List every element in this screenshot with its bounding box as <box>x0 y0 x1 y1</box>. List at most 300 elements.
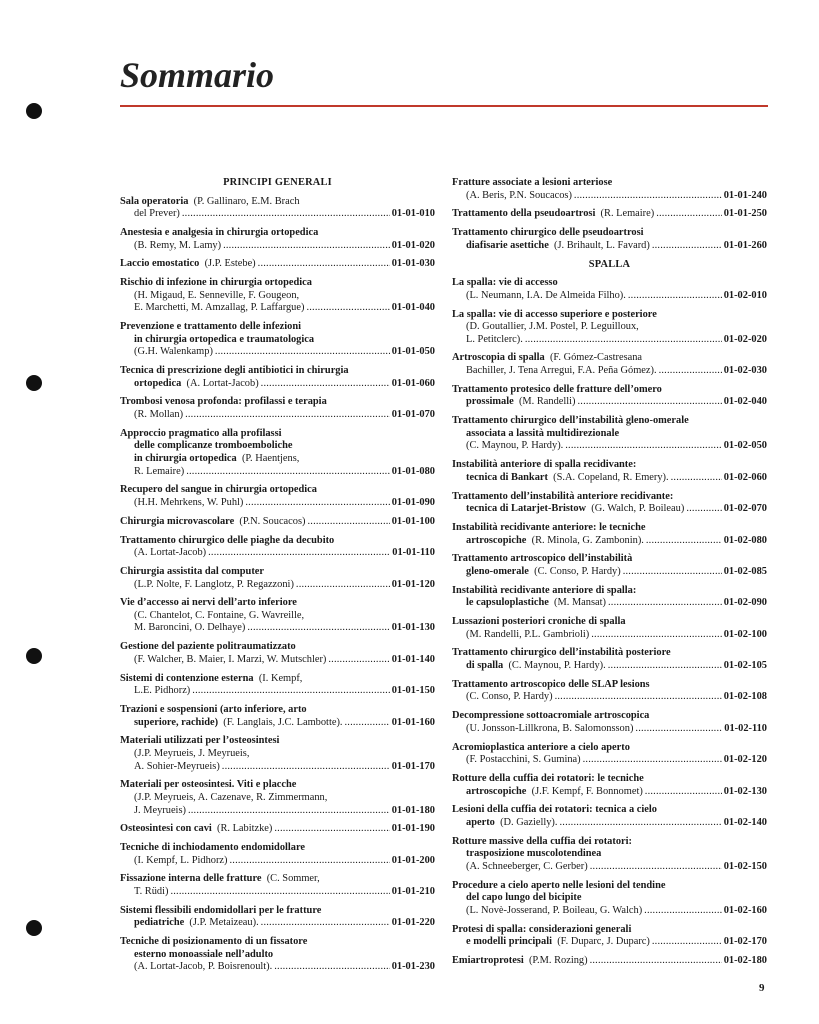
entry-text <box>466 848 601 861</box>
entry-code: 01-01-100 <box>391 515 435 527</box>
entry-authors: (S.A. Copeland, R. Emery). <box>553 471 669 483</box>
toc-entry[interactable] <box>120 905 435 930</box>
entry-text <box>466 566 621 579</box>
entry-title: Sala operatoria <box>120 195 189 207</box>
entry-title: del capo lungo del bicipite <box>466 892 582 904</box>
entry-code: 01-02-085 <box>723 565 767 577</box>
toc-entry-line <box>452 472 767 485</box>
toc-entry-line <box>452 955 767 968</box>
entry-title: Chirurgia microvascolare <box>120 515 235 527</box>
toc-entry[interactable] <box>452 309 767 347</box>
entry-text <box>466 535 644 548</box>
binder-hole <box>26 920 42 936</box>
entry-text <box>452 491 673 504</box>
entry-title: Trattamento protesico delle fratture dell’omero <box>452 383 662 395</box>
entry-text <box>452 836 632 849</box>
toc-entry-line <box>452 691 767 704</box>
entry-text <box>120 735 279 748</box>
page-title: Sommario <box>120 55 275 95</box>
entry-code: 01-01-210 <box>391 886 435 898</box>
toc-entry-line <box>452 616 767 629</box>
entry-text <box>134 622 245 635</box>
toc-entry[interactable] <box>452 773 767 798</box>
entry-text <box>466 936 650 949</box>
toc-entry[interactable] <box>120 535 435 560</box>
entry-text <box>134 208 180 221</box>
toc-entry[interactable] <box>452 616 767 641</box>
dot-leader <box>261 378 390 391</box>
toc-entry-line <box>120 321 435 334</box>
toc-entry[interactable] <box>120 277 435 315</box>
entry-code: 01-02-060 <box>723 471 767 483</box>
entry-authors: (H.H. Mehrkens, W. Puhl) <box>134 496 244 508</box>
entry-text <box>452 309 657 322</box>
entry-text <box>466 660 606 673</box>
toc-entry-line <box>452 440 767 453</box>
toc-entry-line <box>120 227 435 240</box>
toc-entry[interactable] <box>452 277 767 302</box>
toc-entry[interactable] <box>452 459 767 484</box>
entry-title: La spalla: vie di accesso <box>452 277 558 289</box>
entry-authors: (L.P. Nolte, F. Langlotz, P. Regazzoni) <box>134 578 294 590</box>
toc-entry[interactable] <box>120 321 435 359</box>
toc-entry-line <box>452 535 767 548</box>
entry-title: Trattamento chirurgico dell’instabilità posteriore <box>452 647 671 659</box>
toc-entry[interactable] <box>452 955 767 968</box>
toc-entry-line <box>452 585 767 598</box>
toc-entry-line <box>452 936 767 949</box>
toc-entry-line <box>452 491 767 504</box>
toc-entry-line <box>120 842 435 855</box>
entry-title: Trattamento artroscopico dell’instabilità <box>452 553 633 565</box>
toc-entry-line <box>452 415 767 428</box>
entry-text <box>466 321 639 334</box>
entry-code: 01-02-180 <box>723 955 767 966</box>
entry-authors: (F. Postacchini, S. Gumina) <box>466 754 581 766</box>
toc-entry[interactable] <box>120 779 435 817</box>
entry-title: La spalla: vie di accesso superiore e posteriore <box>452 308 657 320</box>
entry-text <box>134 917 259 930</box>
entry-authors: (M. Mansat) <box>554 597 606 609</box>
entry-text <box>120 428 282 441</box>
entry-text <box>466 440 563 453</box>
entry-text <box>134 409 183 422</box>
toc-entry-line <box>452 773 767 786</box>
entry-text <box>120 227 318 240</box>
entry-authors: (G. Walch, P. Boileau) <box>591 503 685 515</box>
entry-title: Fratture associate a lesioni arteriose <box>452 177 613 188</box>
entry-code: 01-01-020 <box>391 239 435 251</box>
entry-code: 01-01-260 <box>723 239 767 251</box>
toc-entry-line <box>452 804 767 817</box>
dot-leader <box>215 346 390 359</box>
dot-leader <box>590 861 722 874</box>
dot-leader <box>583 754 722 767</box>
toc-entry[interactable] <box>120 673 435 698</box>
entry-title: Tecnica di prescrizione degli antibiotici in chirurgia <box>120 365 349 377</box>
toc-entry-line <box>120 365 435 378</box>
entry-code: 01-02-170 <box>723 936 767 948</box>
entry-authors: (C. Sommer, <box>266 873 320 885</box>
entry-authors: (A. Lortat-Jacob, P. Boisrenoult). <box>134 961 273 973</box>
entry-authors: J. Meyrueis) <box>134 804 186 816</box>
toc-entry[interactable] <box>452 679 767 704</box>
entry-code: 01-01-150 <box>391 685 435 697</box>
entry-authors: L.E. Pidhorz) <box>134 685 191 697</box>
entry-code: 01-02-090 <box>723 597 767 609</box>
entry-code: 01-01-200 <box>391 854 435 866</box>
entry-text <box>120 873 320 886</box>
entry-title: Trattamento dell’instabilità anteriore recidivante: <box>452 490 674 502</box>
entry-text <box>452 616 626 629</box>
entry-title: Materiali utilizzati per l’osteosintesi <box>120 735 280 747</box>
entry-text <box>134 497 243 510</box>
entry-code: 01-02-020 <box>723 333 767 345</box>
entry-title: Gestione del paziente politraumatizzato <box>120 641 296 653</box>
toc-column-right <box>452 177 767 974</box>
entry-code: 01-02-080 <box>723 534 767 546</box>
entry-text <box>134 240 221 253</box>
toc-entry-line <box>120 566 435 579</box>
toc-entry-line <box>120 917 435 930</box>
entry-code: 01-01-070 <box>391 409 435 421</box>
entry-authors: (R. Lemaire) <box>600 208 655 220</box>
toc-entry[interactable] <box>452 415 767 453</box>
entry-title: Anestesia e analgesia in chirurgia ortopedica <box>120 226 319 238</box>
entry-title: in chirurgia ortopedica <box>134 453 237 464</box>
toc-entry-line <box>452 384 767 397</box>
entry-text <box>452 352 642 365</box>
entry-text <box>466 334 523 347</box>
toc-entry-line <box>452 848 767 861</box>
toc-entries <box>452 277 767 967</box>
entry-authors: (B. Remy, M. Lamy) <box>134 239 222 251</box>
toc-entry[interactable] <box>120 641 435 666</box>
entry-authors: (A. Lortat-Jacob) <box>134 547 207 559</box>
dot-leader <box>261 917 390 930</box>
entry-text <box>452 710 649 723</box>
entry-text <box>452 415 689 428</box>
toc-entry[interactable] <box>120 704 435 729</box>
dot-leader <box>652 240 722 253</box>
entry-code: 01-01-180 <box>391 804 435 816</box>
entry-text <box>466 754 581 767</box>
entry-text <box>120 779 296 792</box>
toc-entry[interactable] <box>452 924 767 949</box>
entry-text <box>466 396 576 409</box>
dot-leader <box>223 240 390 253</box>
toc-entry[interactable] <box>452 352 767 377</box>
dot-leader <box>574 190 722 203</box>
toc-entry[interactable] <box>452 208 767 221</box>
toc-entry-line <box>452 309 767 322</box>
toc-entry[interactable] <box>120 365 435 390</box>
entry-title: delle complicanze tromboemboliche <box>134 440 293 452</box>
toc-entry[interactable] <box>452 384 767 409</box>
toc-entry-line <box>452 428 767 441</box>
entry-title: Rotture massive della cuffia dei rotatori: <box>452 835 632 847</box>
toc-entry-line <box>452 647 767 660</box>
toc-entry-line <box>120 597 435 610</box>
toc-entry-line <box>120 208 435 221</box>
entry-title: trasposizione muscolotendinea <box>466 848 602 860</box>
dot-leader <box>565 440 721 453</box>
toc-entry-line <box>452 679 767 692</box>
entry-code: 01-02-030 <box>723 365 767 377</box>
entry-text <box>120 535 334 548</box>
toc-entry-line <box>452 553 767 566</box>
toc-entry-line <box>120 748 435 761</box>
toc-entry[interactable] <box>120 597 435 635</box>
toc-entry-line <box>452 352 767 365</box>
entry-text <box>134 961 272 974</box>
entry-text <box>120 321 301 334</box>
entry-authors: (F. Walcher, B. Maier, I. Marzi, W. Mutschler) <box>134 653 327 665</box>
toc-entry[interactable] <box>452 553 767 578</box>
entry-text <box>452 553 632 566</box>
entry-text <box>134 717 343 730</box>
entry-authors: R. Lemaire) <box>134 465 185 477</box>
entry-title: Trattamento chirurgico delle pseudoartrosi <box>452 227 644 239</box>
toc-entry[interactable] <box>452 836 767 874</box>
entry-title: Rotture della cuffia dei rotatori: le tecniche <box>452 772 644 784</box>
entry-text <box>452 208 654 221</box>
entry-title: artroscopiche <box>466 534 527 546</box>
dot-leader <box>559 817 721 830</box>
entry-authors: (R. Minola, G. Zambonin). <box>531 534 644 546</box>
toc-entry-line <box>120 290 435 303</box>
entry-authors: A. Sohier-Meyrueis) <box>134 760 220 772</box>
entry-text <box>120 641 296 654</box>
entry-title: Sistemi di contenzione esterna <box>120 672 254 684</box>
toc-entry-line <box>452 880 767 893</box>
dot-leader <box>608 660 722 673</box>
entry-text <box>452 522 646 535</box>
entry-text <box>452 742 630 755</box>
toc-entry-line <box>452 365 767 378</box>
entry-title: Recupero del sangue in chirurgia ortopedica <box>120 484 317 496</box>
toc-entry-line <box>120 196 435 209</box>
entry-title: Decompressione sottoacromiale artroscopica <box>452 710 650 722</box>
entry-code: 01-02-108 <box>723 691 767 703</box>
entry-code: 01-01-130 <box>391 622 435 634</box>
toc-entry-line <box>120 685 435 698</box>
toc-entry-line <box>120 466 435 479</box>
entry-title: associata a lassità multidirezionale <box>466 427 620 439</box>
toc-entry-line <box>120 453 435 466</box>
toc-entry[interactable] <box>452 177 767 202</box>
toc-entry[interactable] <box>120 227 435 252</box>
toc-entry[interactable] <box>120 428 435 478</box>
entry-text <box>134 579 294 592</box>
entry-text <box>466 786 643 799</box>
entry-text <box>466 428 619 441</box>
toc-entry[interactable] <box>452 491 767 516</box>
dot-leader <box>170 886 389 899</box>
toc-entry-line <box>452 723 767 736</box>
toc-entry[interactable] <box>452 227 767 252</box>
toc-entry-line <box>452 503 767 516</box>
toc-entry[interactable] <box>452 710 767 735</box>
dot-leader <box>623 566 722 579</box>
dot-leader <box>671 472 722 485</box>
toc-entry-line <box>452 836 767 849</box>
entry-authors: (J.P. Estebe) <box>204 258 256 270</box>
entry-text <box>134 685 190 698</box>
entry-text <box>120 365 349 378</box>
toc-entry[interactable] <box>120 936 435 974</box>
entry-title: Rischio di infezione in chirurgia ortopedica <box>120 277 312 289</box>
entry-authors: (C. Conso, P. Hardy) <box>534 565 621 577</box>
entry-text <box>466 892 581 905</box>
entry-authors: (R. Mollan) <box>134 409 184 421</box>
entry-text <box>120 823 272 836</box>
toc-entry[interactable] <box>120 396 435 421</box>
toc-entry[interactable] <box>452 522 767 547</box>
entry-text <box>452 955 588 968</box>
entry-title: di spalla <box>466 660 504 672</box>
entry-text <box>466 290 626 303</box>
entry-text <box>452 773 644 786</box>
entry-text <box>452 647 671 660</box>
toc-entry-line <box>120 497 435 510</box>
entry-authors: (R. Labitzke) <box>216 823 273 835</box>
dot-leader <box>555 691 722 704</box>
entry-text <box>134 761 220 774</box>
entry-text <box>120 936 307 949</box>
toc-entry[interactable] <box>452 647 767 672</box>
entry-code: 01-02-010 <box>723 289 767 301</box>
entry-text <box>452 679 650 692</box>
dot-leader <box>345 717 390 730</box>
toc-entry-line <box>452 396 767 409</box>
entry-text <box>466 240 650 253</box>
toc-entry[interactable] <box>120 842 435 867</box>
toc-entry[interactable] <box>120 516 435 529</box>
toc-entry-line <box>120 961 435 974</box>
entry-text <box>134 378 259 391</box>
entry-title: Trattamento della pseudoartrosi <box>452 208 596 220</box>
section-heading: PRINCIPI GENERALI <box>223 177 332 188</box>
toc-entry[interactable] <box>120 566 435 591</box>
toc-entry-line <box>120 258 435 271</box>
entry-authors: (C. Conso, P. Hardy) <box>466 691 553 703</box>
entry-code: 01-01-140 <box>391 653 435 665</box>
toc-entry[interactable] <box>452 880 767 918</box>
toc-entry-line <box>452 190 767 203</box>
entry-text <box>134 610 304 623</box>
entry-title: e modelli principali <box>466 936 553 948</box>
entry-title: Approccio pragmatico alla profilassi <box>120 427 282 439</box>
entry-text <box>452 227 644 240</box>
toc-entry-line <box>452 566 767 579</box>
entry-authors: (P. Gallinaro, E.M. Brach <box>193 195 300 207</box>
toc-entry-line <box>120 873 435 886</box>
entry-authors: (C. Maynou, P. Hardy). <box>466 440 564 452</box>
entry-code: 01-01-040 <box>391 302 435 314</box>
entry-code: 01-01-170 <box>391 760 435 772</box>
toc-entry[interactable] <box>452 742 767 767</box>
entry-code: 01-01-120 <box>391 578 435 590</box>
entry-title: le capsuloplastiche <box>466 597 549 609</box>
entry-title: Osteosintesi con cavi <box>120 823 212 835</box>
toc-entry-line <box>120 622 435 635</box>
entry-title: tecnica di Bankart <box>466 471 548 483</box>
toc-entry-line <box>120 277 435 290</box>
entry-text <box>466 691 553 704</box>
toc-entry-line <box>452 334 767 347</box>
toc-entry-line <box>452 754 767 767</box>
entry-authors: (U. Jonsson-Lillkrona, B. Salomonsson) <box>466 722 634 734</box>
toc-entry[interactable] <box>120 196 435 221</box>
dot-leader <box>652 936 722 949</box>
entry-authors: (L. Neumann, I.A. De Almeida Filho). <box>466 289 626 301</box>
entry-title: Vie d’accesso ai nervi dell’arto inferiore <box>120 597 297 609</box>
entry-text <box>452 384 662 397</box>
toc-entry[interactable] <box>120 484 435 509</box>
entry-code: 01-01-240 <box>723 189 767 201</box>
dot-leader <box>258 258 390 271</box>
entry-code: 01-02-110 <box>724 722 767 734</box>
toc-entry[interactable] <box>452 585 767 610</box>
toc-entry[interactable] <box>120 735 435 773</box>
toc-entry[interactable] <box>120 873 435 898</box>
entry-title: Protesi di spalla: considerazioni generali <box>452 923 632 935</box>
entry-title: in chirurgia ortopedica e traumatologica <box>134 333 315 345</box>
entry-authors: (I. Kempf, L. Pidhorz) <box>134 854 228 866</box>
entry-title: Acromioplastica anteriore a cielo aperto <box>452 741 630 753</box>
entry-authors: (I. Kempf, <box>258 672 303 684</box>
dot-leader <box>659 365 722 378</box>
entry-text <box>134 334 314 347</box>
entry-code: 01-02-040 <box>723 396 767 408</box>
page-number: 9 <box>759 982 765 994</box>
entry-title: Prevenzione e trattamento delle infezioni <box>120 321 302 333</box>
entry-authors: (C. Chantelot, C. Fontaine, G. Wavreille, <box>134 609 305 621</box>
entry-authors: (J.P. Meyrueis, A. Cazenave, R. Zimmermann, <box>134 791 328 803</box>
entry-text <box>134 748 249 761</box>
toc-entry-line <box>452 597 767 610</box>
toc-entry-line <box>452 817 767 830</box>
toc-entry[interactable] <box>120 258 435 271</box>
toc-entry[interactable] <box>452 804 767 829</box>
entry-text <box>134 855 228 868</box>
entry-title: Sistemi flessibili endomidollari per le fratture <box>120 904 322 916</box>
entry-title: Tecniche di inchiodamento endomidollare <box>120 842 306 854</box>
dot-leader <box>306 302 389 315</box>
entry-code: 01-01-220 <box>391 917 435 929</box>
toc-entry-line <box>120 535 435 548</box>
entry-authors: (J.P. Meyrueis, J. Meyrueis, <box>134 747 250 759</box>
entry-code: 01-01-050 <box>391 346 435 358</box>
toc-entry-line <box>120 855 435 868</box>
toc-entry-line <box>452 710 767 723</box>
toc-entry[interactable] <box>120 823 435 836</box>
dot-leader <box>186 466 390 479</box>
dot-leader <box>635 723 722 736</box>
entry-title: Trombosi venosa profonda: profilassi e terapia <box>120 396 327 408</box>
toc-entry-line <box>120 516 435 529</box>
entry-authors: (A. Lortat-Jacob) <box>186 377 259 389</box>
entry-text <box>466 190 572 203</box>
entry-title: Procedure a cielo aperto nelle lesioni del tendine <box>452 879 666 891</box>
entry-text <box>120 277 312 290</box>
entry-authors: (J.F. Kempf, F. Bonnomet) <box>531 785 643 797</box>
entry-text <box>466 365 657 378</box>
entry-code: 01-02-105 <box>723 660 767 672</box>
toc-entry-line <box>452 629 767 642</box>
entry-text <box>134 547 206 560</box>
